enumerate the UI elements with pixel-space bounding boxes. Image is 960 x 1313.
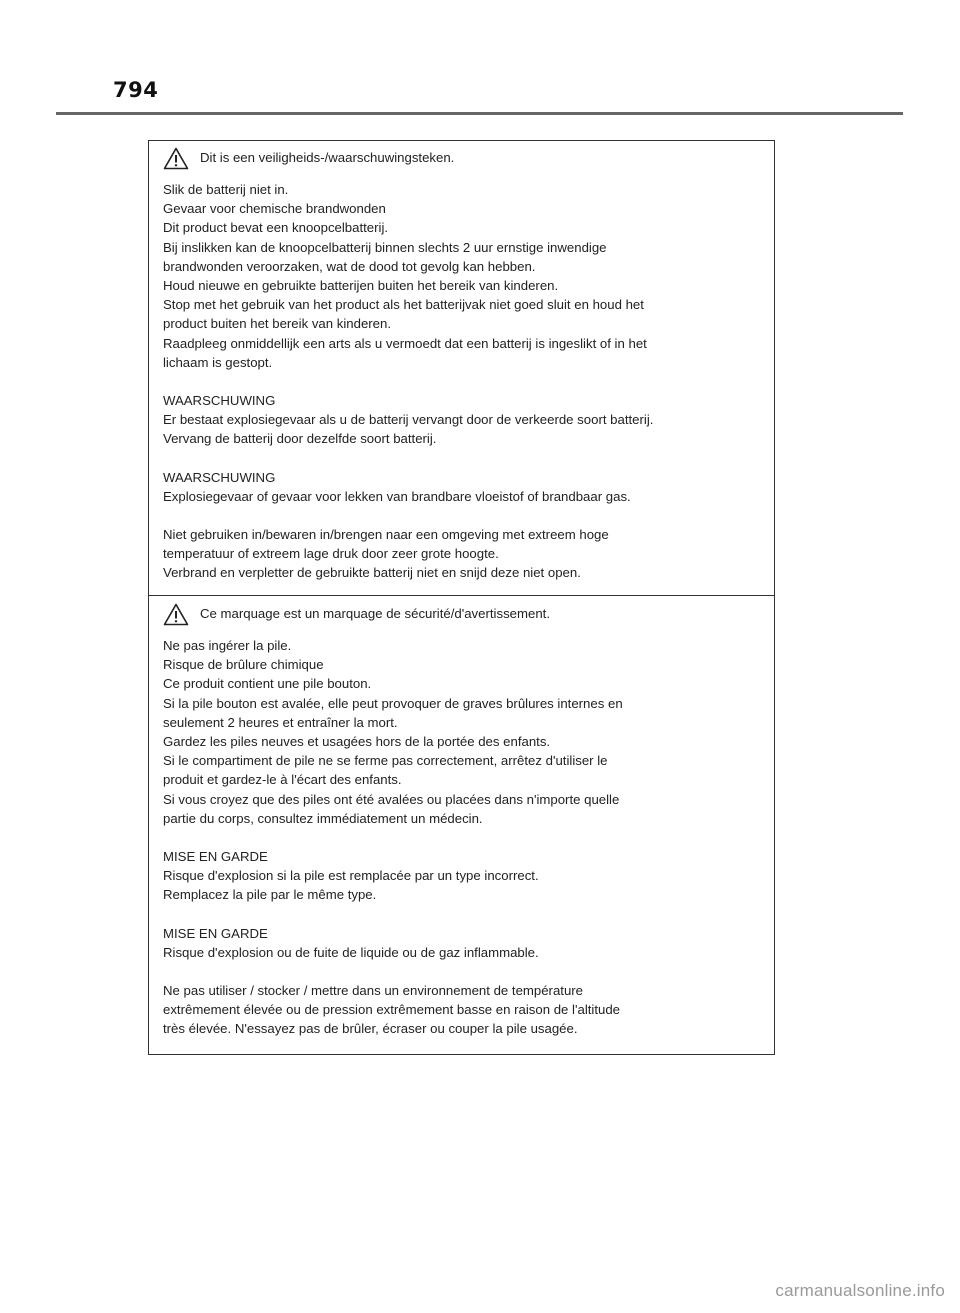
french-paragraph (163, 636, 766, 828)
text-line: seulement 2 heures et entraîner la mort. (163, 714, 398, 730)
text-line: Niet gebruiken in/bewaren in/brengen naar een omgeving met extreem hoge (163, 527, 609, 543)
warning-triangle-icon (163, 603, 189, 626)
text-line: Raadpleeg onmiddellijk een arts als u vermoedt dat een batterij is ingeslikt of in het (163, 335, 647, 351)
french-paragraph (163, 981, 766, 1039)
text-line: product buiten het bereik van kinderen. (163, 316, 391, 332)
text-line: Explosiegevaar of gevaar voor lekken van brandbare vloeistof of brandbaar gas. (163, 488, 631, 504)
text-line: Stop met het gebruik van het product als het batterijvak niet goed sluit en houd het (163, 297, 644, 313)
dutch-paragraph (163, 180, 766, 372)
text-line: Si la pile bouton est avalée, elle peut provoquer de graves brûlures internes en (163, 695, 623, 711)
text-line: brandwonden veroorzaken, wat de dood tot gevolg kan hebben. (163, 258, 536, 274)
warning-label: WAARSCHUWING (163, 469, 276, 485)
warning-label: MISE EN GARDE (163, 849, 268, 865)
text-line: Slik de batterij niet in. (163, 182, 289, 197)
text-line: Risque de brûlure chimique (163, 657, 324, 673)
dutch-paragraph (163, 525, 766, 583)
text-line: Ce produit contient une pile bouton. (163, 676, 372, 692)
dutch-paragraph (163, 391, 766, 449)
dutch-heading: Dit is een veiligheids-/waarschuwingsteken. (200, 150, 455, 166)
text-line: Ne pas ingérer la pile. (163, 638, 292, 653)
dutch-heading-line (163, 146, 766, 170)
text-line: Bij inslikken kan de knoopcelbatterij binnen slechts 2 uur ernstige inwendige (163, 239, 607, 255)
text-line: Gardez les piles neuves et usagées hors de la portée des enfants. (163, 734, 551, 750)
site-watermark: carmanualsonline.info (775, 1281, 945, 1300)
text-line: Vervang de batterij door dezelfde soort batterij. (163, 431, 437, 447)
warning-label: MISE EN GARDE (163, 925, 268, 941)
warning-triangle-icon (163, 147, 189, 170)
header-rule (56, 112, 903, 115)
text-line: Risque d'explosion si la pile est remplacée par un type incorrect. (163, 868, 539, 884)
text-line: Er bestaat explosiegevaar als u de batterij vervangt door de verkeerde soort batterij. (163, 412, 654, 428)
french-heading: Ce marquage est un marquage de sécurité/d'avertissement. (200, 606, 550, 622)
text-line: temperatuur of extreem lage druk door zeer grote hoogte. (163, 546, 499, 562)
text-line: Ne pas utiliser / stocker / mettre dans un environnement de température (163, 983, 584, 999)
text-line: partie du corps, consultez immédiatement un médecin. (163, 810, 483, 826)
text-line: Gevaar voor chemische brandwonden (163, 201, 386, 217)
battery-warning-box (148, 140, 775, 1055)
text-line: extrêmement élevée ou de pression extrêmement basse en raison de l'altitude (163, 1002, 621, 1018)
text-line: très élevée. N'essayez pas de brûler, écraser ou couper la pile usagée. (163, 1021, 578, 1037)
text-line: Verbrand en verpletter de gebruikte batterij niet en snijd deze niet open. (163, 565, 581, 581)
text-line: Dit product bevat een knoopcelbatterij. (163, 220, 389, 236)
french-paragraph (163, 847, 766, 905)
text-line: Risque d'explosion ou de fuite de liquide ou de gaz inflammable. (163, 944, 539, 960)
french-heading-line (163, 602, 766, 626)
french-paragraph (163, 924, 766, 962)
text-line: lichaam is gestopt. (163, 354, 273, 370)
text-line: Si vous croyez que des piles ont été avalées ou placées dans n'importe quelle (163, 791, 620, 807)
page-number: 794 (113, 78, 159, 102)
french-warning-section (149, 596, 774, 1054)
text-line: Si le compartiment de pile ne se ferme pas correctement, arrêtez d'utiliser le (163, 753, 608, 769)
text-line: produit et gardez-le à l'écart des enfants. (163, 772, 402, 788)
dutch-paragraph (163, 468, 766, 506)
text-line: Houd nieuwe en gebruikte batterijen buiten het bereik van kinderen. (163, 278, 559, 294)
dutch-warning-section (149, 141, 774, 596)
text-line: Remplacez la pile par le même type. (163, 887, 377, 903)
warning-label: WAARSCHUWING (163, 393, 276, 409)
